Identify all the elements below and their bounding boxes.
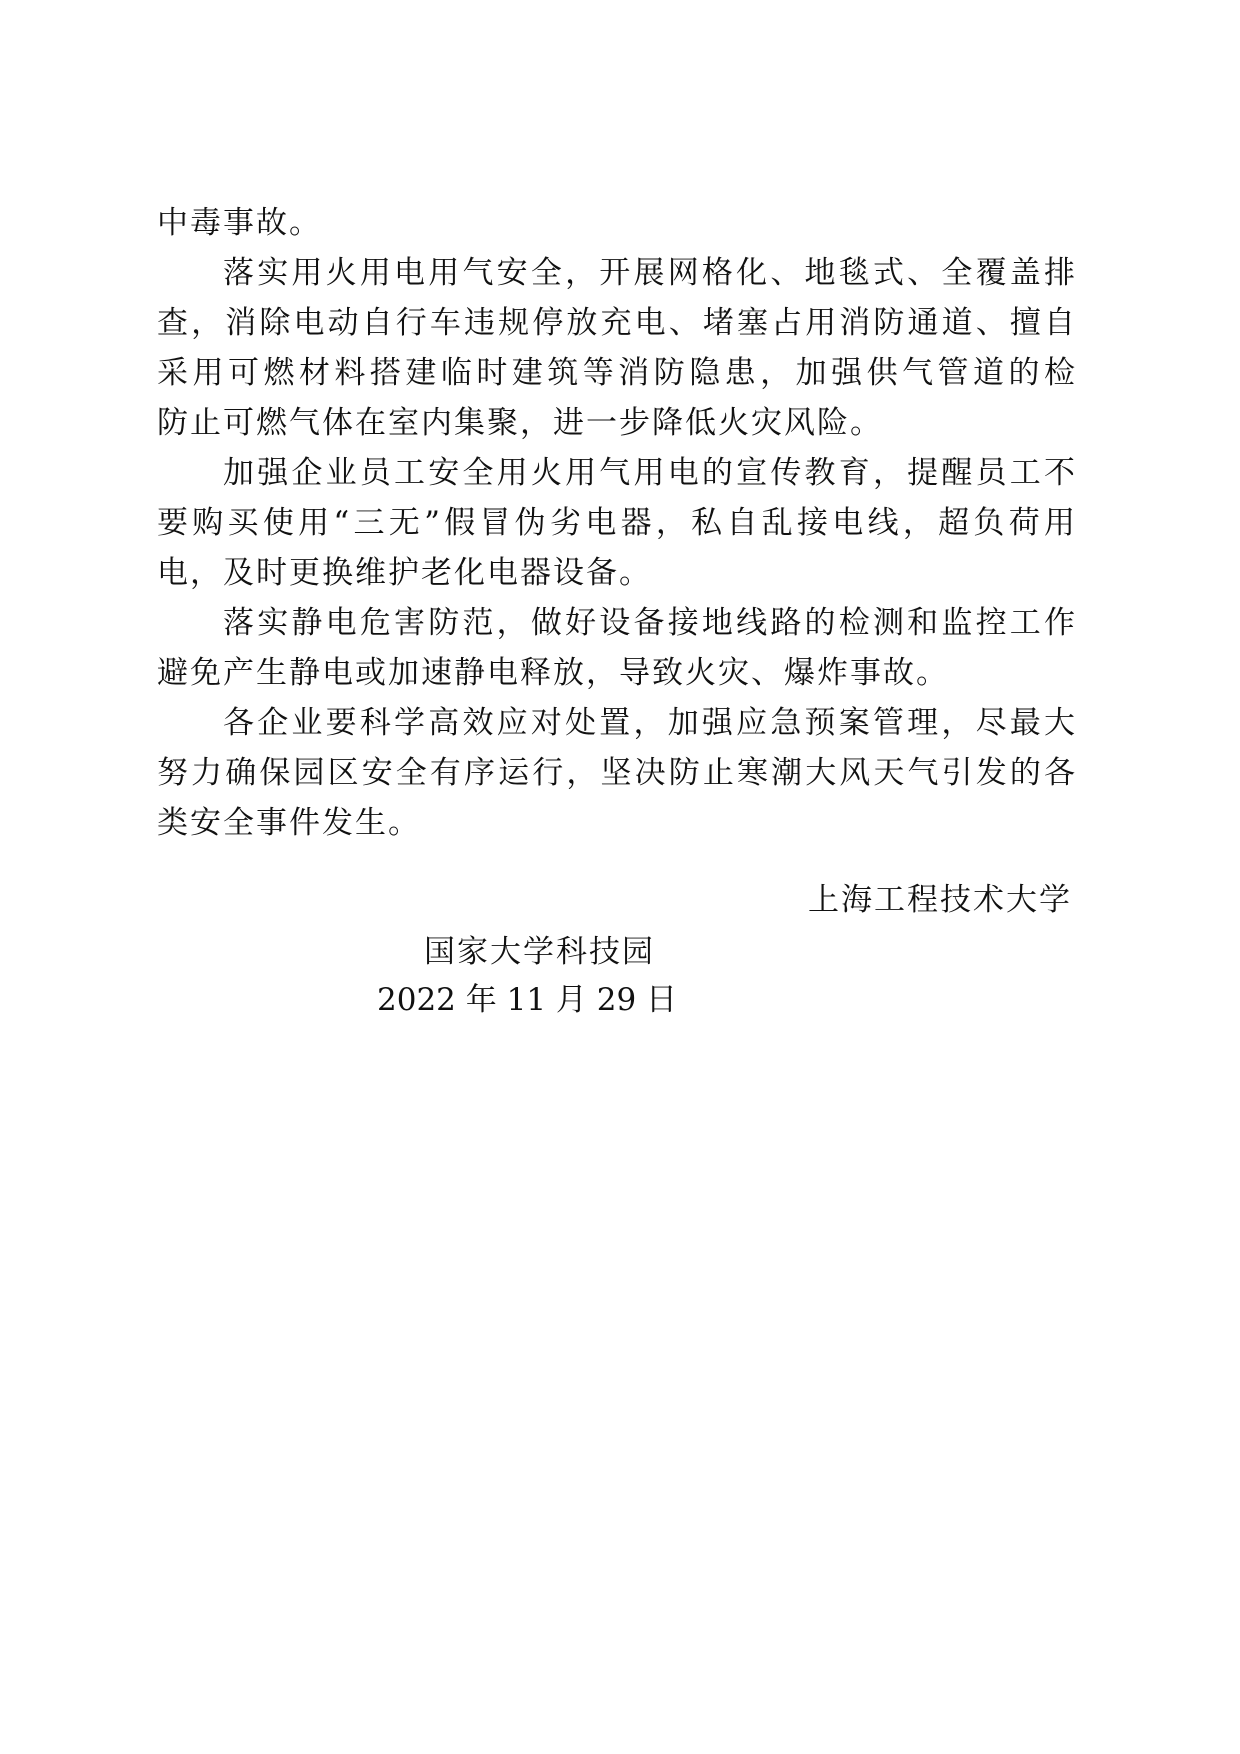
paragraph-line: 努力确保园区安全有序运行，坚决防止寒潮大风天气引发的各 xyxy=(157,755,1077,791)
paragraph-line: 查，消除电动自行车违规停放充电、堵塞占用消防通道、擅自 xyxy=(157,305,1077,341)
paragraph-line: 采用可燃材料搭建临时建筑等消防隐患，加强供气管道的检 xyxy=(157,355,1077,391)
paragraph-line: 避免产生静电或加速静电释放，导致火灾、爆炸事故。 xyxy=(157,655,949,691)
paragraph-line: 落实静电危害防范，做好设备接地线路的检测和监控工作 xyxy=(223,605,1077,641)
document-body xyxy=(157,198,1077,848)
paragraph-line: 防止可燃气体在室内集聚，进一步降低火灾风险。 xyxy=(157,405,883,441)
signature-organization: 上海工程技术大学 xyxy=(808,882,1072,918)
paragraph-line: 落实用火用电用气安全，开展网格化、地毯式、全覆盖排 xyxy=(223,255,1077,291)
paragraph-line: 各企业要科学高效应对处置，加强应急预案管理，尽最大 xyxy=(223,705,1077,741)
signature-date: 2022 年 11 月 29 日 xyxy=(377,982,678,1018)
paragraph-line: 加强企业员工安全用火用气用电的宣传教育，提醒员工不 xyxy=(223,455,1077,491)
paragraph-line: 类安全事件发生。 xyxy=(157,805,421,841)
paragraph-line: 电，及时更换维护老化电器设备。 xyxy=(157,555,652,591)
paragraph-line: 要购买使用“三无”假冒伪劣电器，私自乱接电线，超负荷用 xyxy=(157,505,1077,541)
signature-park: 国家大学科技园 xyxy=(424,934,655,970)
paragraph-line: 中毒事故。 xyxy=(157,205,322,241)
